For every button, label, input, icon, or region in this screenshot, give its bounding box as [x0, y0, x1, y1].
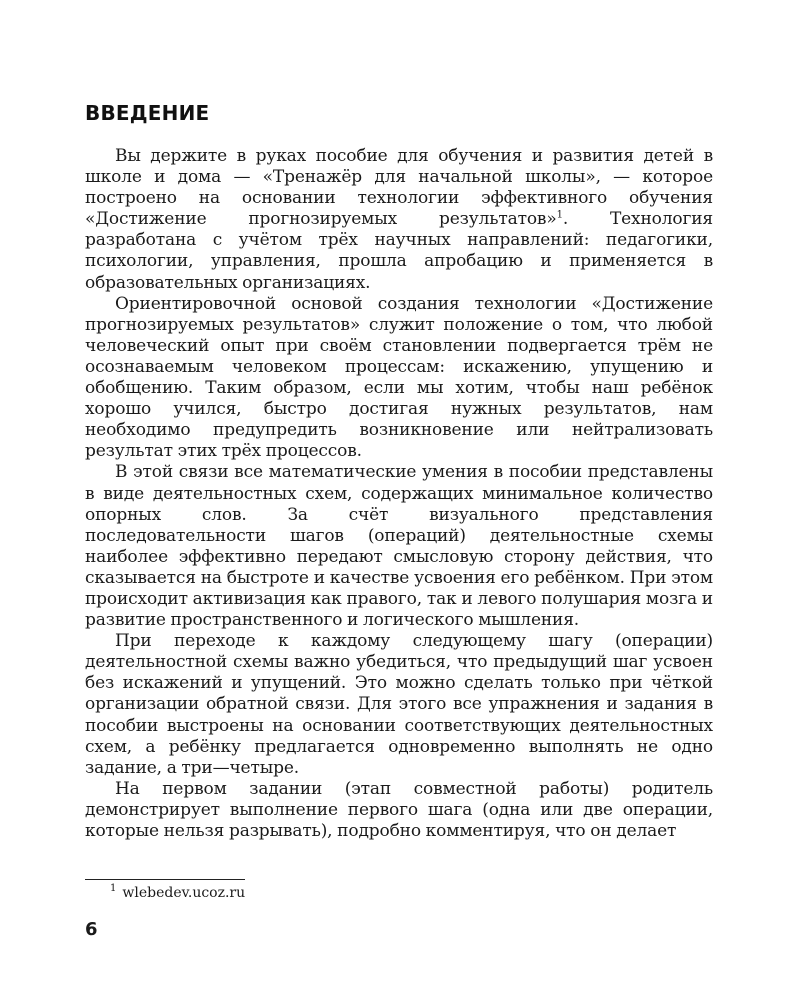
paragraph-1-text-continued: . Технология разработана с учётом трёх научных направлений: педагогики, психологии, управления, прошла апробацию и применяется в образовательных организациях. [85, 209, 713, 293]
body-text [85, 146, 713, 842]
paragraph-3: В этой связи все математические умения в пособии представлены в виде деятельностных схем, содержащих минимальное количество опорных слов. За счёт визуального представления последовательности шагов (операций) деятельностные схемы наиболее эффективно передают смысловую сторону действия, что сказывается на быстроте и качестве усвоения его ребёнком. При этом происходит активизация как правого, так и левого полушария мозга и развитие пространственного и логического мышления. [85, 462, 713, 631]
paragraph-1 [85, 146, 713, 294]
footnote [110, 884, 245, 902]
section-heading: ВВЕДЕНИЕ [85, 101, 210, 125]
paragraph-1-text: Вы держите в руках пособие для обучения и развития детей в школе и дома — «Тренажёр для начальной школы», — которое построено на основании технологии эффективного обучения «Достижение прогнозируемых результатов» [85, 146, 713, 230]
page-number: 6 [85, 919, 98, 940]
footnote-reference: 1 [556, 209, 563, 221]
paragraph-2: Ориентировочной основой создания технологии «Достижение прогнозируемых результатов» служит положение о том, что любой человеческий опыт при своём становлении подвергается трём не осознаваемым человеком процессам: искажению, упущению и обобщению. Таким образом, если мы хотим, чтобы наш ребёнок хорошо учился, быстро достигая нужных результатов, нам необходимо предупредить возникновение или нейтрализовать результат этих трёх процессов. [85, 293, 713, 462]
document-page [85, 0, 713, 1000]
footnote-divider [85, 879, 245, 880]
footnote-mark: 1 [110, 883, 117, 895]
footnote-text: wlebedev.ucoz.ru [122, 885, 246, 901]
paragraph-4: При переходе к каждому следующему шагу (операции) деятельностной схемы важно убедиться, что предыдущий шаг усвоен без искажений и упущений. Это можно сделать только при чёткой организации обратной связи. Для этого все упражнения и задания в пособии выстроены на основании соответствующих деятельностных схем, а ребёнку предлагается одновременно выполнять не одно задание, а три—четыре. [85, 631, 713, 778]
paragraph-5: На первом задании (этап совместной работы) родитель демонстрирует выполнение первого шага (одна или две операции, которые нельзя разрывать), подробно комментируя, что он делает [85, 778, 713, 841]
